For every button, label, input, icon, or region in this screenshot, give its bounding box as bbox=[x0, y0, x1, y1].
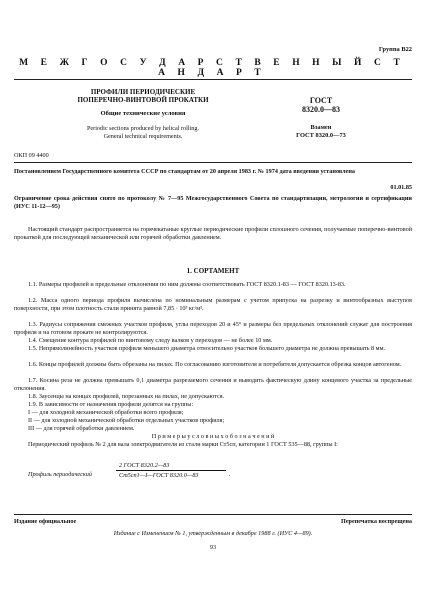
title-en-line-2: General technical requirements. bbox=[103, 132, 183, 140]
formula-label: Профиль периодический bbox=[28, 471, 92, 478]
clause-1-3: 1.3. Радиусы сопряжения смежных участков профиля, углы переходов 20 и 45° и размеры без предельных отклонений служат для построения профиля и на готовом прокате не контролируются. bbox=[14, 321, 412, 336]
clause-1-5: 1.5. Непрямолинейность участков профиля меньшего диаметра относительно участков большего диаметра не должна превышать 8 мм. bbox=[28, 345, 386, 352]
decree-text: Постановлением Государственного комитета СССР по стандартам от 20 апреля 1983 г. № 1974 дата введения установлена bbox=[14, 168, 356, 175]
intro-paragraph: Настоящий стандарт распространяется на горячекатаные круглые периодические профили сплошного сечения, получаемые поперечно-винтовой прокаткой для последующей механической или горячей обработки давлением. bbox=[14, 226, 412, 241]
clause-1-4: 1.4. Смещение контура профилей по винтовому следу валков у переходов — не более 10 мм. bbox=[28, 337, 273, 344]
title-ru-line-2: ПОПЕРЕЧНО-ВИНТОВОЙ ПРОКАТКИ bbox=[77, 96, 209, 105]
gost-number bbox=[282, 96, 360, 115]
replaces-code: ГОСТ 8320.0—73 bbox=[296, 131, 346, 139]
clause-1-7: 1.7. Косина реза не должна превышать 0,1 диаметра разрезаемого сечения и выводить фактическую длину концевого участка за предельные отклонения. bbox=[14, 377, 412, 392]
middle-rule bbox=[14, 162, 412, 163]
standard-header: М Е Ж Г О С У Д А Р С Т В Е Н Н Ы Й С Т А Н Д А Р Т bbox=[19, 58, 405, 78]
official-edition: Издание официальное bbox=[14, 518, 77, 525]
gost-code: 8320.0—83 bbox=[302, 105, 340, 115]
subtitle-ru: Общие технические условия bbox=[100, 110, 186, 117]
title-ru bbox=[58, 88, 228, 104]
formula-end: . bbox=[229, 471, 231, 478]
okp-code: ОКП 09 4400 bbox=[14, 152, 49, 159]
group-iii: III — для горячей обработки давлением. bbox=[28, 425, 135, 432]
clause-1-9: 1.9. В зависимости от назначения профили делятся на группы: bbox=[28, 401, 194, 408]
reprint-prohibited: Перепечатка воспрещена bbox=[341, 518, 412, 525]
group-ii: II — для холодной механической обработки отдельных участков профиля; bbox=[28, 417, 225, 424]
clause-1-6: 1.6. Концы профилей должны быть обрезаны на пилах. По согласованию изготовителя и потребителя допускается обрезка концов автогеном. bbox=[28, 361, 402, 368]
top-rule bbox=[14, 79, 412, 80]
edition-note: Издание с Изменением № 1, утвержденным в декабре 1988 г. (ИУС 4—89). bbox=[113, 530, 313, 537]
limit-text: Ограничение срока действия снято по протоколу № 7—95 Межгосударственного Совета по стандартизации, метрологии и сертификации (ИУС 11-12—95) bbox=[14, 195, 412, 210]
title-en bbox=[58, 125, 228, 140]
examples-title: П р и м е р ы у с л о в н ы х о б о з н а ч е н и й bbox=[151, 433, 275, 440]
formula-denominator: Ст5сп1—I—ГОСТ 8320.0—83 bbox=[119, 472, 199, 479]
section-title: 1. СОРТАМЕНТ bbox=[186, 267, 240, 275]
group-code: Группа В22 bbox=[378, 46, 412, 53]
title-ru-line-1: ПРОФИЛИ ПЕРИОДИЧЕСКИЕ bbox=[90, 88, 196, 96]
effective-date: 01.01.85 bbox=[390, 184, 412, 191]
clause-1-8: 1.8. Заусенцы на концах профилей, порезанных на пилах, не допускаются. bbox=[28, 393, 225, 400]
replaces-block bbox=[276, 124, 366, 139]
footer-rule bbox=[14, 514, 412, 515]
example-text: Периодический профиль № 2 для вала электродвигателя из стали марки Ст5сп, категории 1 ГОСТ 535—88, группы I: bbox=[28, 441, 338, 448]
clause-1-2: 1.2. Масса одного периода профиля вычислена по номинальным размерам с учетом припуска на разрезку и винтообразных выступов поверхности, при этом плотность стали принята равной 7,85 · 10³ кг/м³. bbox=[14, 297, 412, 312]
formula-numerator: 2 ГОСТ 8320.2—83 bbox=[116, 462, 226, 471]
page-number: 93 bbox=[209, 544, 217, 551]
gost-label: ГОСТ bbox=[309, 96, 333, 105]
group-i: I — для холодной механической обработки всего профиля; bbox=[28, 409, 184, 416]
replaces-label: Взамен bbox=[310, 124, 332, 131]
designation-formula bbox=[116, 462, 226, 479]
clause-1-1: 1.1. Размеры профилей и предельные отклонения по ним должны соответствовать ГОСТ 8320.1-83 — ГОСТ 8320.13-83. bbox=[28, 281, 346, 288]
title-en-line-1: Periodic sections produced by helical rolling. bbox=[86, 125, 200, 132]
